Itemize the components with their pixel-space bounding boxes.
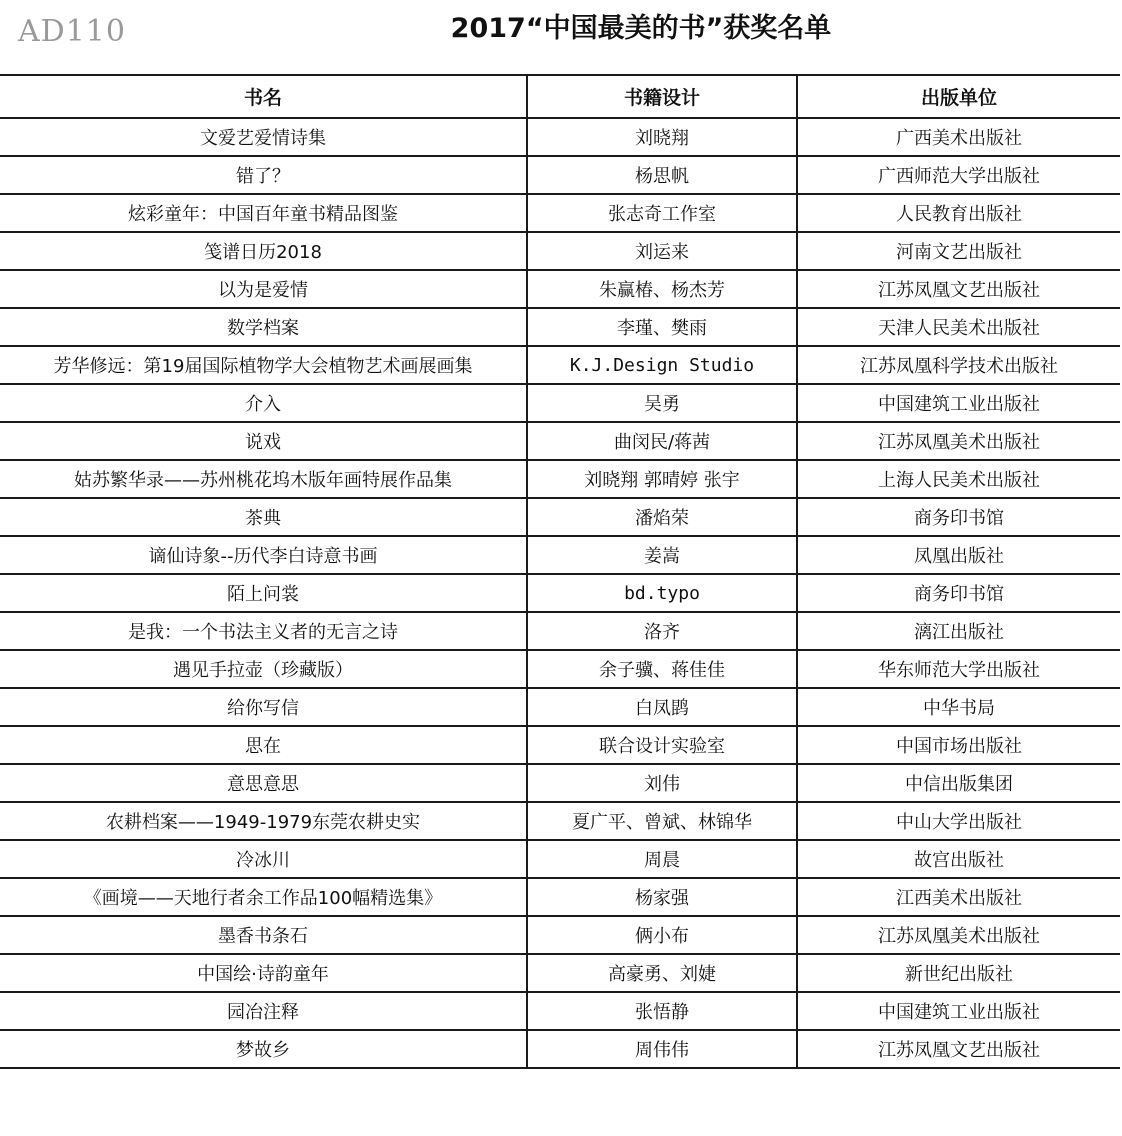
designer-cell: 杨家强: [527, 878, 797, 916]
book-title-cell: 中国绘·诗韵童年: [0, 954, 527, 992]
designer-cell: 张志奇工作室: [527, 194, 797, 232]
book-title-cell: 冷冰川: [0, 840, 527, 878]
publisher-cell: 新世纪出版社: [797, 954, 1120, 992]
publisher-cell: 广西师范大学出版社: [797, 156, 1120, 194]
designer-cell: 联合设计实验室: [527, 726, 797, 764]
table-row: [0, 422, 1120, 460]
table-row: [0, 954, 1120, 992]
table-row: [0, 612, 1120, 650]
table-row: [0, 156, 1120, 194]
designer-cell: 姜嵩: [527, 536, 797, 574]
publisher-cell: 江苏凤凰文艺出版社: [797, 1030, 1120, 1068]
designer-cell: 周晨: [527, 840, 797, 878]
book-title-cell: 是我：一个书法主义者的无言之诗: [0, 612, 527, 650]
designer-cell: 洛齐: [527, 612, 797, 650]
publisher-cell: 人民教育出版社: [797, 194, 1120, 232]
book-title-cell: 姑苏繁华录——苏州桃花坞木版年画特展作品集: [0, 460, 527, 498]
publisher-cell: 天津人民美术出版社: [797, 308, 1120, 346]
designer-cell: 李瑾、樊雨: [527, 308, 797, 346]
book-title-cell: 《画境——天地行者余工作品100幅精选集》: [0, 878, 527, 916]
table-row: [0, 270, 1120, 308]
column-header-book-title: 书名: [0, 75, 527, 118]
designer-cell: bd.typo: [527, 574, 797, 612]
book-title-cell: 意思意思: [0, 764, 527, 802]
book-title-cell: 炫彩童年：中国百年童书精品图鉴: [0, 194, 527, 232]
book-title-cell: 墨香书条石: [0, 916, 527, 954]
book-title-cell: 芳华修远：第19届国际植物学大会植物艺术画展画集: [0, 346, 527, 384]
publisher-cell: 中山大学出版社: [797, 802, 1120, 840]
column-header-book-design: 书籍设计: [527, 75, 797, 118]
publisher-cell: 华东师范大学出版社: [797, 650, 1120, 688]
table-body: [0, 118, 1120, 1068]
designer-cell: 朱赢椿、杨杰芳: [527, 270, 797, 308]
table-row: [0, 498, 1120, 536]
table-row: [0, 308, 1120, 346]
designer-cell: 周伟伟: [527, 1030, 797, 1068]
publisher-cell: 江苏凤凰美术出版社: [797, 916, 1120, 954]
book-title-cell: 说戏: [0, 422, 527, 460]
designer-cell: 刘伟: [527, 764, 797, 802]
book-title-cell: 茶典: [0, 498, 527, 536]
table-row: [0, 726, 1120, 764]
table-row: [0, 992, 1120, 1030]
publisher-cell: 江苏凤凰科学技术出版社: [797, 346, 1120, 384]
book-title-cell: 以为是爱情: [0, 270, 527, 308]
publisher-cell: 凤凰出版社: [797, 536, 1120, 574]
book-title-cell: 给你写信: [0, 688, 527, 726]
table-row: [0, 232, 1120, 270]
table-row: [0, 688, 1120, 726]
publisher-cell: 商务印书馆: [797, 498, 1120, 536]
book-title-cell: 数学档案: [0, 308, 527, 346]
table-row: [0, 384, 1120, 422]
publisher-cell: 中华书局: [797, 688, 1120, 726]
publisher-cell: 江西美术出版社: [797, 878, 1120, 916]
designer-cell: 曲闵民/蒋茜: [527, 422, 797, 460]
designer-cell: 张悟静: [527, 992, 797, 1030]
publisher-cell: 中国建筑工业出版社: [797, 384, 1120, 422]
designer-cell: 白凤鹍: [527, 688, 797, 726]
table-row: [0, 878, 1120, 916]
table-row: [0, 764, 1120, 802]
publisher-cell: 江苏凤凰美术出版社: [797, 422, 1120, 460]
book-title-cell: 遇见手拉壶（珍藏版）: [0, 650, 527, 688]
book-title-cell: 介入: [0, 384, 527, 422]
publisher-cell: 漓江出版社: [797, 612, 1120, 650]
table-row: [0, 194, 1120, 232]
table-row: [0, 536, 1120, 574]
table-row: [0, 118, 1120, 156]
table-row: [0, 802, 1120, 840]
designer-cell: 余子骥、蒋佳佳: [527, 650, 797, 688]
publisher-cell: 上海人民美术出版社: [797, 460, 1120, 498]
designer-cell: 刘晓翔 郭晴婷 张宇: [527, 460, 797, 498]
designer-cell: K.J.Design Studio: [527, 346, 797, 384]
publisher-cell: 故宫出版社: [797, 840, 1120, 878]
table-row: [0, 346, 1120, 384]
book-title-cell: 农耕档案——1949-1979东莞农耕史实: [0, 802, 527, 840]
table-row: [0, 916, 1120, 954]
designer-cell: 高豪勇、刘婕: [527, 954, 797, 992]
page-title: 2017“中国最美的书”获奖名单: [450, 13, 832, 44]
book-title-cell: 错了？: [0, 156, 527, 194]
table-header-row: [0, 75, 1120, 118]
column-header-publisher: 出版单位: [797, 75, 1120, 118]
table-row: [0, 840, 1120, 878]
table-row: [0, 460, 1120, 498]
publisher-cell: 中国市场出版社: [797, 726, 1120, 764]
publisher-cell: 河南文艺出版社: [797, 232, 1120, 270]
book-title-cell: 园冶注释: [0, 992, 527, 1030]
table-row: [0, 650, 1120, 688]
publisher-cell: 中信出版集团: [797, 764, 1120, 802]
designer-cell: 潘焰荣: [527, 498, 797, 536]
publisher-cell: 广西美术出版社: [797, 118, 1120, 156]
book-title-cell: 文爱艺爱情诗集: [0, 118, 527, 156]
designer-cell: 吴勇: [527, 384, 797, 422]
book-title-cell: 陌上问裳: [0, 574, 527, 612]
watermark-logo: AD110: [18, 14, 126, 49]
publisher-cell: 商务印书馆: [797, 574, 1120, 612]
award-table: [0, 74, 1120, 1069]
designer-cell: 刘运来: [527, 232, 797, 270]
table-row: [0, 574, 1120, 612]
publisher-cell: 江苏凤凰文艺出版社: [797, 270, 1120, 308]
book-title-cell: 笺谱日历2018: [0, 232, 527, 270]
book-title-cell: 思在: [0, 726, 527, 764]
designer-cell: 刘晓翔: [527, 118, 797, 156]
book-title-cell: 谪仙诗象--历代李白诗意书画: [0, 536, 527, 574]
book-title-cell: 梦故乡: [0, 1030, 527, 1068]
designer-cell: 俩小布: [527, 916, 797, 954]
designer-cell: 夏广平、曾斌、林锦华: [527, 802, 797, 840]
publisher-cell: 中国建筑工业出版社: [797, 992, 1120, 1030]
table-row: [0, 1030, 1120, 1068]
designer-cell: 杨思帆: [527, 156, 797, 194]
